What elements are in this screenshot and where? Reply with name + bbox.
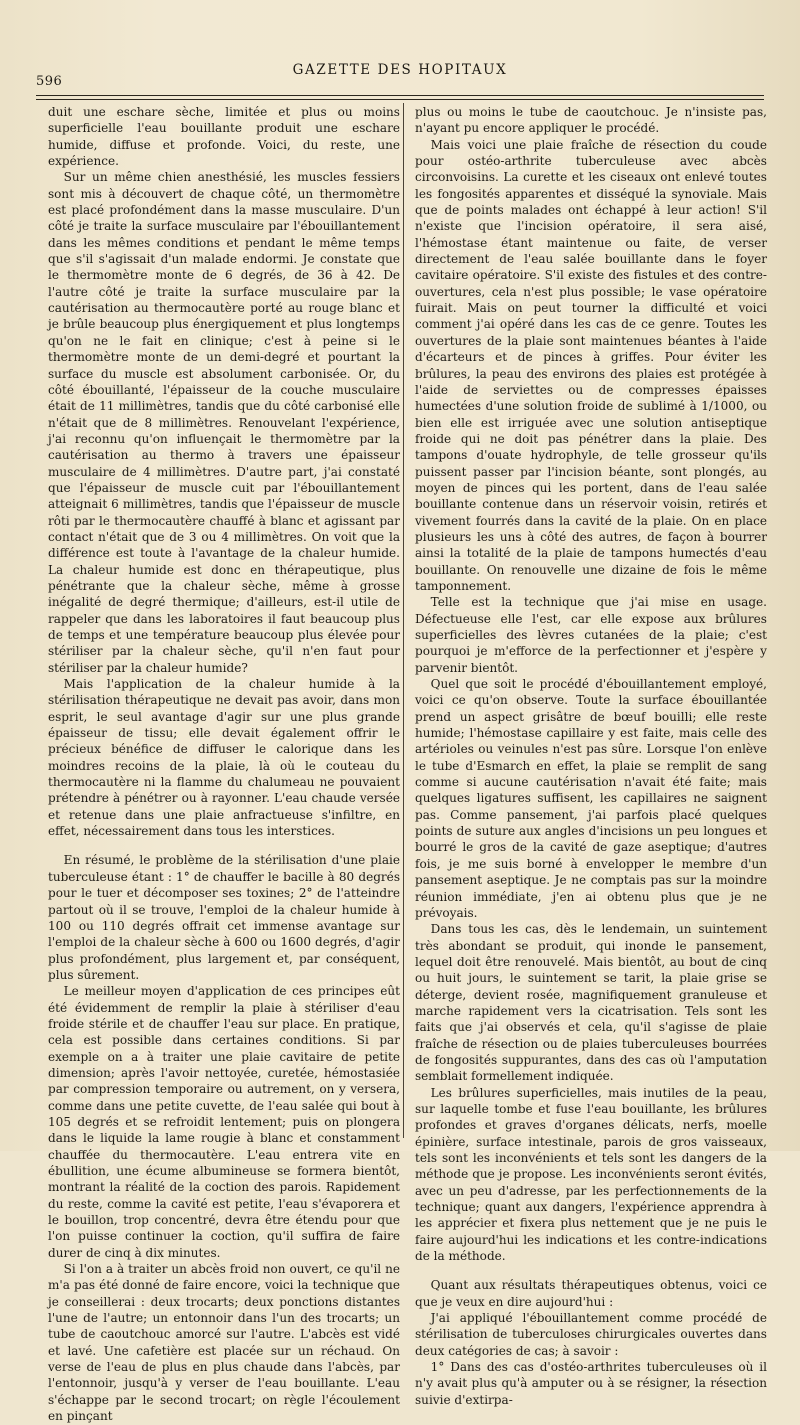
journal-title: GAZETTE DES HOPITAUX [292, 62, 508, 78]
paragraph: Telle est la technique que j'ai mise en usage. Défectueuse elle l'est, car elle expose aux brûlures superficielles des lèvres cutanées de la plaie; c'est pourquoi je m'efforce de la perfectionner et j'espère y parvenir bientôt. [415, 595, 767, 675]
paragraph: Les brûlures superficielles, mais inutiles de la peau, sur laquelle tombe et fuse l'eau bouillante, les brûlures profondes et graves d'organes délicats, nerfs, moelle épinière, surface intestinale, parois de gros vaisseaux, tels sont les inconvénients et tels sont les dangers de la méthode que je propose. Les inconvénients seront évités, avec un peu d'adresse, par les perfectionnements de la technique; quant aux dangers, l'expérience apprendra à les apprécier et fixera plus nettement que je ne puis le faire aujourd'hui les indications et les contre-indications de la méthode. [415, 1085, 767, 1264]
left-column [48, 104, 400, 1425]
page-number: 596 [36, 74, 63, 89]
column-divider [403, 103, 404, 1138]
paragraph: Si l'on a à traiter un abcès froid non ouvert, ce qu'il ne m'a pas été donné de faire encore, voici la technique que je conseillerai : deux trocarts; deux ponctions distantes l'une de l'autre; un entonnoir dans l'un des trocarts; un tube de caoutchouc amorcé sur l'autre. L'abcès est vidé et lavé. Une cafetière est placée sur un réchaud. On verse de l'eau de plus en plus chaude dans l'abcès, par l'entonnoir, jusqu'à y verser de l'eau bouillante. L'eau s'échappe par le second trocart; on règle l'écoulement en pinçant [48, 1262, 400, 1424]
paragraph: J'ai appliqué l'ébouillantement comme procédé de stérilisation de tuberculoses chirurgicales ouvertes dans deux catégories de cas; à savoir : [415, 1311, 767, 1358]
page-header [36, 60, 764, 89]
right-column [415, 104, 767, 1408]
paragraph: Sur un même chien anesthésié, les muscles fessiers sont mis à découvert de chaque côté, un thermomètre est placé profondément dans la masse musculaire. D'un côté je traite la surface musculaire par l'ébouillantement dans les mêmes conditions et pendant le même temps que s'il s'agissait d'un malade endormi. Je constate que le thermomètre monte de 6 degrés, de 36 à 42. De l'autre côté je traite la surface musculaire par la cautérisation au thermocautère porté au rouge blanc et je brûle beaucoup plus énergiquement et plus longtemps qu'on ne le fait en clinique; c'est à peine si le thermomètre monte de un demi-degré et pourtant la surface du muscle est absolument carbonisée. Or, du côté ébouillanté, l'épaisseur de la couche musculaire était de 11 millimètres, tandis que du côté carbonisé elle n'était que de 8 millimètres. Renouvelant l'expérience, j'ai reconnu qu'on influençait le thermomètre par la cautérisation au thermo à travers une épaisseur musculaire de 4 millimètres. D'autre part, j'ai constaté que l'épaisseur de muscle cuit par l'ébouillantement atteignait 6 millimètres, tandis que l'épaisseur de muscle rôti par le thermocautère chauffé à blanc et agissant par contact n'était que de 3 ou 4 millimètres. On voit que la différence est toute à l'avantage de la chaleur humide. La chaleur humide est donc en thérapeutique, plus pénétrante que la chaleur sèche, même à grosse inégalité de degré thermique; d'ailleurs, est-il utile de rappeler que dans les laboratoires il faut beaucoup plus de temps et une température beaucoup plus élevée pour stériliser par la chaleur sèche, qu'il n'en faut pour stériliser par la chaleur humide? [48, 170, 400, 675]
paragraph: Le meilleur moyen d'application de ces principes eût été évidemment de remplir la plaie à stériliser d'eau froide stérile et de chauffer l'eau sur place. En pratique, cela est possible dans certaines conditions. Si par exemple on a à traiter une plaie cavitaire de petite dimension; après l'avoir nettoyée, curetée, hémostasiée par compression temporaire ou autrement, on y versera, comme dans une petite cuvette, de l'eau salée qui bout à 105 degrés et se refroidit lentement; puis on plongera dans le liquide la lame rougie à blanc et constamment chauffée du thermocautère. L'eau entrera vite en ébullition, une écume albumineuse se formera bientôt, montrant la réalité de la coction des parois. Rapidement du reste, comme la cavité est petite, l'eau s'évaporera et le bouillon, trop concentré, devra être étendu pour que l'on puisse continuer la coction, qu'il suffira de faire durer de cinq à dix minutes. [48, 984, 400, 1260]
paragraph: Mais l'application de la chaleur humide à la stérilisation thérapeutique ne devait pas avoir, dans mon esprit, le seul avantage d'agir sur une plus grande épaisseur de tissu; elle devait également offrir le précieux bénéfice de diffuser le calorique dans les moindres recoins de la plaie, là où le couteau du thermocautère ni la flamme du chalumeau ne pouvaient prétendre à pénétrer ou à rayonner. L'eau chaude versée et retenue dans une plaie anfractueuse s'infiltre, en effet, nécessairement dans tous les interstices. [48, 677, 400, 839]
paragraph: plus ou moins le tube de caoutchouc. Je n'insiste pas, n'ayant pu encore appliquer le procédé. [415, 105, 767, 136]
paragraph: 1° Dans des cas d'ostéo-arthrites tuberculeuses où il n'y avait plus qu'à amputer ou à se résigner, la résection suivie d'extirpa- [415, 1360, 767, 1407]
paragraph: duit une eschare sèche, limitée et plus ou moins superficielle l'eau bouillante produit une eschare humide, diffuse et profonde. Voici, du reste, une expérience. [48, 105, 400, 169]
paragraph: En résumé, le problème de la stérilisation d'une plaie tuberculeuse étant : 1° de chauffer le bacille à 80 degrés pour le tuer et décomposer ses toxines; 2° de l'atteindre partout où il se trouve, l'emploi de la chaleur humide à 100 ou 110 degrés offrait cet immense avantage sur l'emploi de la chaleur sèche à 600 ou 1600 degrés, d'agir plus profondément, plus largement et, par conséquent, plus sûrement. [48, 853, 400, 982]
paragraph: Quel que soit le procédé d'ébouillantement employé, voici ce qu'on observe. Toute la surface ébouillantée prend un aspect grisâtre de bœuf bouilli; elle reste humide; l'hémostase capillaire y est faite, mais celle des artérioles ou veinules n'est pas sûre. Lorsque l'on enlève le tube d'Esmarch en effet, la plaie se remplit de sang comme si aucune cautérisation n'avait été faite; mais quelques ligatures suffisent, les capillaires ne saignent pas. Comme pansement, j'ai parfois placé quelques points de suture aux angles d'incisions un peu longues et bourré le gros de la cavité de gaze aseptique; d'autres fois, je me suis borné à envelopper le membre d'un pansement aseptique. Je ne comptais pas sur la moindre réunion immédiate, j'en ai obtenu plus que je ne prévoyais. [415, 677, 767, 920]
paragraph: Dans tous les cas, dès le lendemain, un suintement très abondant se produit, qui inonde le pansement, lequel doit être renouvelé. Mais bientôt, au bout de cinq ou huit jours, le suintement se tarit, la plaie grise se déterge, devient rosée, magnifiquement granuleuse et marche rapidement vers la cicatrisation. Tels sont les faits que j'ai observés et cela, qu'il s'agisse de plaie fraîche de résection ou de plaies tuberculeuses bourrées de fongosités suppurantes, dans des cas où l'amputation semblait formellement indiquée. [415, 922, 767, 1084]
paragraph: Mais voici une plaie fraîche de résection du coude pour ostéo-arthrite tuberculeuse avec abcès circonvoisins. La curette et les ciseaux ont enlevé toutes les fongosités apparentes et disséqué la synoviale. Mais que de points malades ont échappé à leur action! S'il n'existe que l'incision opératoire, il sera aisé, l'hémostase étant maintenue ou faite, de verser directement de l'eau salée bouillante dans le foyer cavitaire opératoire. S'il existe des fistules et des contre-ouvertures, cela n'est plus possible; le vase opératoire fuirait. Mais on peut tourner la difficulté et voici comment j'ai opéré dans les cas de ce genre. Toutes les ouvertures de la plaie sont maintenues béantes à l'aide d'écarteurs et de pinces à griffes. Pour éviter les brûlures, la peau des environs des plaies est protégée à l'aide de serviettes ou de compresses épaisses humectées d'une solution froide de sublimé à 1/1000, ou bien elle est irriguée avec une solution antiseptique froide qui ne doit pas pénétrer dans la plaie. Des tampons d'ouate hydrophyle, de telle grosseur qu'ils puissent passer par l'incision béante, sont plongés, au moyen de pinces qui les portent, dans de l'eau salée bouillante contenue dans un réservoir voisin, retirés et vivement fourrés dans la cavité de la plaie. On en place plusieurs les uns à côté des autres, de façon à bourrer ainsi la totalité de la plaie de tampons humectés d'eau bouillante. On renouvelle une dizaine de fois le même tamponnement. [415, 137, 767, 593]
header-rule-thick [36, 95, 764, 96]
paragraph: Quant aux résultats thérapeutiques obtenus, voici ce que je veux en dire aujourd'hui : [415, 1278, 767, 1309]
header-rule-thin [36, 99, 764, 100]
